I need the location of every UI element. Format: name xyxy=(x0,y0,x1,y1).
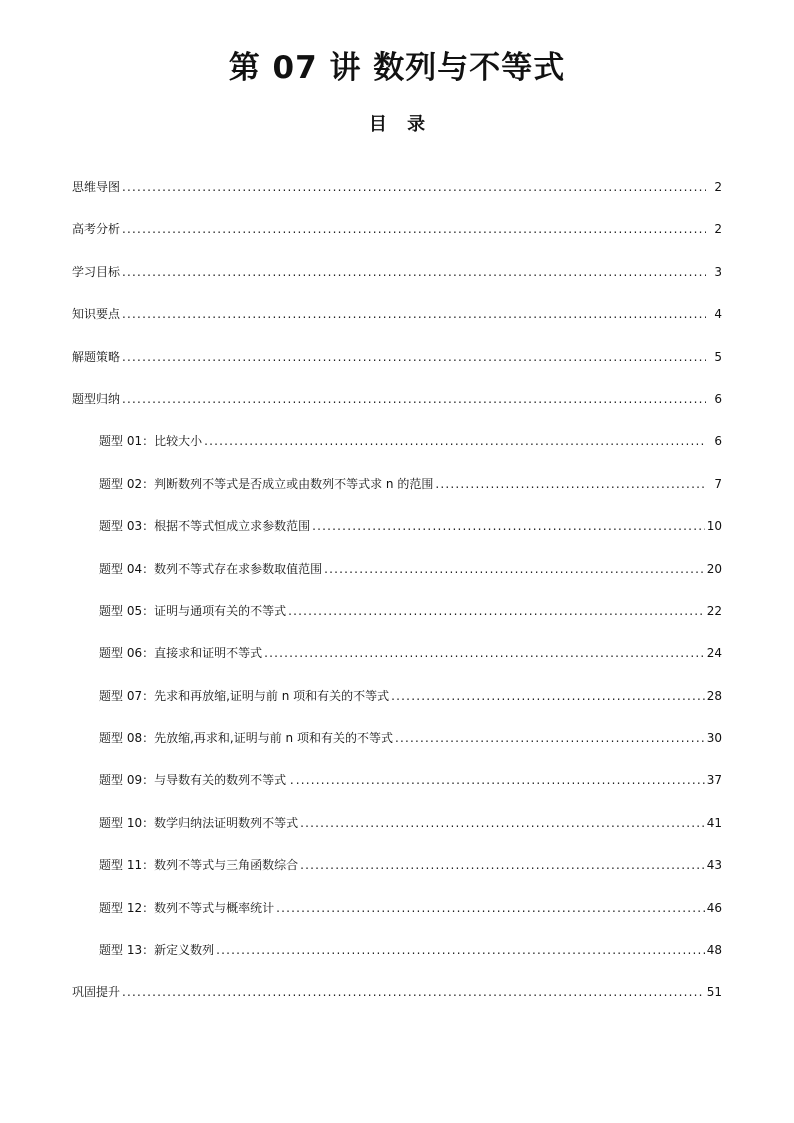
toc-entry-label: 巩固提升 xyxy=(72,985,121,1000)
toc-entry-label: 题型 11：数列不等式与三角函数综合 xyxy=(99,858,299,873)
toc-page-number: 48 xyxy=(706,943,722,958)
toc-dot-leader xyxy=(435,470,706,498)
toc-page-number: 41 xyxy=(706,815,722,830)
toc-entry-type-04[interactable] xyxy=(72,555,722,597)
toc-dot-leader xyxy=(122,343,706,371)
toc-page-number: 5 xyxy=(714,349,722,364)
toc-dot-leader xyxy=(324,555,705,583)
toc-entry-label: 题型 13：新定义数列 xyxy=(99,943,215,958)
toc-entry-type-10[interactable] xyxy=(72,809,722,851)
toc-page-number: 22 xyxy=(706,603,722,618)
toc-page-number: 43 xyxy=(706,858,722,873)
toc-entry-type-03[interactable] xyxy=(72,512,722,554)
toc-page-number: 6 xyxy=(714,434,722,449)
toc-entry-label: 高考分析 xyxy=(72,222,121,237)
toc-entry-label: 学习目标 xyxy=(72,264,121,279)
toc-page-number: 6 xyxy=(714,391,722,406)
toc-entry-label: 题型 01：比较大小 xyxy=(99,434,203,449)
toc-dot-leader xyxy=(122,258,706,286)
toc-dot-leader xyxy=(391,682,705,710)
table-of-contents xyxy=(72,173,722,1021)
toc-entry-label: 题型 09：与导数有关的数列不等式 . xyxy=(99,773,294,788)
toc-page-number: 10 xyxy=(706,519,722,534)
toc-dot-leader xyxy=(122,173,706,201)
toc-entry-label: 题型 12：数列不等式与概率统计 xyxy=(99,900,275,915)
toc-dot-leader xyxy=(300,851,705,879)
toc-page-number: 4 xyxy=(714,307,722,322)
toc-dot-leader xyxy=(122,300,706,328)
toc-page-number: 46 xyxy=(706,900,722,915)
toc-entry-mind-map[interactable] xyxy=(72,173,722,215)
toc-dot-leader xyxy=(288,597,705,625)
toc-dot-leader xyxy=(276,894,705,922)
toc-dot-leader xyxy=(204,427,706,455)
toc-entry-type-13[interactable] xyxy=(72,936,722,978)
toc-entry-label: 题型 04：数列不等式存在求参数取值范围 xyxy=(99,561,323,576)
toc-dot-leader xyxy=(395,724,705,752)
toc-entry-type-01[interactable] xyxy=(72,427,722,469)
toc-entry-type-06[interactable] xyxy=(72,639,722,681)
toc-page-number: 24 xyxy=(706,646,722,661)
toc-page-number: 3 xyxy=(714,264,722,279)
toc-entry-label: 解题策略 xyxy=(72,349,121,364)
toc-entry-key-knowledge[interactable] xyxy=(72,300,722,342)
toc-entry-label: 题型 08：先放缩,再求和,证明与前 n 项和有关的不等式 xyxy=(99,731,393,746)
toc-entry-label: 题型 06：直接求和证明不等式 xyxy=(99,646,263,661)
toc-dot-leader xyxy=(216,936,705,964)
document-title: 第 07 讲 数列与不等式 xyxy=(228,50,566,86)
toc-dot-leader xyxy=(122,215,706,243)
toc-page-number: 37 xyxy=(706,773,722,788)
toc-page-number: 30 xyxy=(706,731,722,746)
toc-heading: 目 录 xyxy=(368,114,426,135)
toc-entry-label: 题型 07：先求和再放缩,证明与前 n 项和有关的不等式 xyxy=(99,688,390,703)
toc-page-number: 20 xyxy=(706,561,722,576)
toc-entry-label: 题型 05：证明与通项有关的不等式 xyxy=(99,603,287,618)
toc-entry-label: 知识要点 xyxy=(72,307,121,322)
toc-dot-leader xyxy=(312,512,705,540)
toc-entry-consolidation[interactable] xyxy=(72,978,722,1020)
toc-entry-label: 题型 02：判断数列不等式是否成立或由数列不等式求 n 的范围 xyxy=(99,476,434,491)
toc-entry-type-12[interactable] xyxy=(72,894,722,936)
toc-entry-label: 题型 10：数学归纳法证明数列不等式 xyxy=(99,815,299,830)
toc-entry-learning-goals[interactable] xyxy=(72,258,722,300)
toc-page-number: 2 xyxy=(714,180,722,194)
toc-page-number: 51 xyxy=(706,985,722,1000)
toc-entry-type-05[interactable] xyxy=(72,597,722,639)
toc-entry-exam-analysis[interactable] xyxy=(72,215,722,257)
toc-dot-leader xyxy=(296,766,705,794)
toc-entry-type-11[interactable] xyxy=(72,851,722,893)
toc-page-number: 7 xyxy=(714,476,722,491)
toc-entry-type-07[interactable] xyxy=(72,682,722,724)
toc-page-number: 2 xyxy=(714,222,722,237)
toc-dot-leader xyxy=(122,385,706,413)
toc-entry-problem-types[interactable] xyxy=(72,385,722,427)
toc-dot-leader xyxy=(264,639,705,667)
toc-entry-strategies[interactable] xyxy=(72,343,722,385)
toc-page-number: 28 xyxy=(706,688,722,703)
toc-entry-label: 思维导图 xyxy=(72,180,121,194)
toc-entry-label: 题型 03：根据不等式恒成立求参数范围 xyxy=(99,519,311,534)
toc-entry-type-09[interactable] xyxy=(72,766,722,808)
toc-dot-leader xyxy=(122,978,705,1006)
toc-dot-leader xyxy=(300,809,705,837)
toc-entry-type-08[interactable] xyxy=(72,724,722,766)
toc-entry-label: 题型归纳 xyxy=(72,391,121,406)
toc-entry-type-02[interactable] xyxy=(72,470,722,512)
